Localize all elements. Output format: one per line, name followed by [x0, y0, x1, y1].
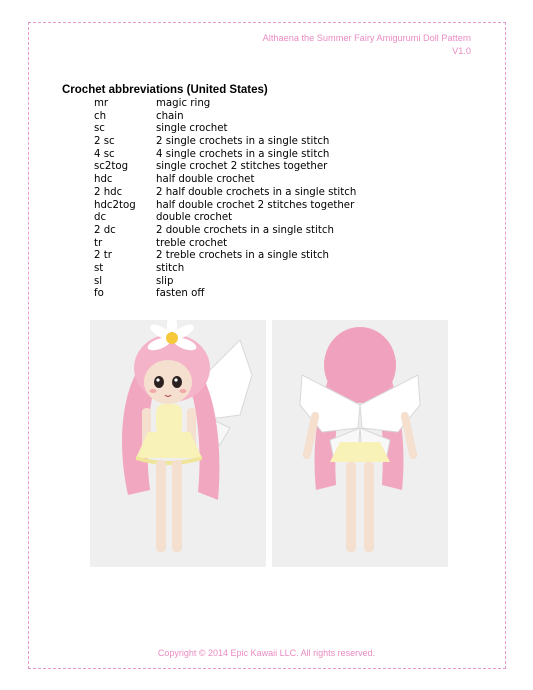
abbreviation-list — [94, 98, 356, 301]
abbreviation-term: ch — [94, 110, 107, 122]
doll-back-illustration — [272, 320, 448, 567]
abbreviation-term: 2 dc — [94, 224, 116, 236]
abbreviation-row — [94, 187, 356, 200]
abbreviation-term: hdc2tog — [94, 199, 136, 211]
doll-front-photo — [90, 320, 266, 567]
abbreviation-definition: chain — [156, 110, 184, 122]
abbreviation-definition: 4 single crochets in a single stitch — [156, 148, 330, 160]
abbreviation-row — [94, 111, 356, 124]
abbreviation-definition: single crochet 2 stitches together — [156, 161, 328, 173]
abbreviation-term: sc2tog — [94, 161, 129, 173]
abbreviation-term: sl — [94, 275, 103, 287]
abbreviation-row — [94, 136, 356, 149]
abbreviation-row — [94, 98, 356, 111]
abbreviation-term: 2 sc — [94, 136, 115, 148]
abbreviation-row — [94, 263, 356, 276]
abbreviation-definition: half double crochet 2 stitches together — [156, 199, 355, 211]
abbreviation-row — [94, 149, 356, 162]
abbreviation-row — [94, 200, 356, 213]
abbreviation-definition: magic ring — [156, 98, 211, 109]
abbreviation-row — [94, 288, 356, 301]
abbreviation-definition: treble crochet — [156, 237, 228, 249]
abbreviation-row — [94, 123, 356, 136]
abbreviation-definition: 2 treble crochets in a single stitch — [156, 250, 330, 262]
abbreviation-term: tr — [94, 237, 103, 249]
abbreviation-row — [94, 212, 356, 225]
document-header — [263, 32, 471, 58]
abbreviation-term: st — [94, 262, 104, 274]
abbreviation-row — [94, 238, 356, 251]
abbreviation-definition: slip — [156, 275, 174, 287]
abbreviation-term: dc — [94, 212, 107, 224]
abbreviation-term: 2 hdc — [94, 186, 123, 198]
abbreviation-definition: 2 half double crochets in a single stitch — [156, 186, 357, 198]
doll-front-illustration — [90, 320, 266, 567]
abbreviation-definition: double crochet — [156, 212, 233, 224]
abbreviation-term: 4 sc — [94, 148, 115, 160]
copyright-footer: Copyright © 2014 Epic Kawaii LLC. All rights reserved. — [157, 648, 376, 658]
abbreviation-term: sc — [94, 123, 105, 135]
abbreviation-row — [94, 276, 356, 289]
abbreviation-term: hdc — [94, 174, 113, 186]
section-title: Crochet abbreviations (United States) — [62, 84, 268, 96]
abbreviation-term: mr — [94, 98, 109, 109]
abbreviation-definition: 2 single crochets in a single stitch — [156, 136, 330, 148]
abbreviation-row — [94, 225, 356, 238]
doll-back-photo — [272, 320, 448, 567]
header-version: V1.0 — [452, 46, 471, 56]
abbreviation-term: 2 tr — [94, 250, 112, 262]
abbreviation-term: fo — [94, 288, 104, 300]
abbreviation-definition: 2 double crochets in a single stitch — [156, 224, 334, 236]
abbreviation-row — [94, 161, 356, 174]
header-title: Althaena the Summer Fairy Amigurumi Doll Pattern — [262, 33, 471, 43]
abbreviation-definition: single crochet — [156, 123, 228, 135]
abbreviation-definition: stitch — [156, 262, 185, 274]
abbreviation-definition: half double crochet — [156, 174, 255, 186]
abbreviation-definition: fasten off — [156, 288, 205, 300]
abbreviation-row — [94, 174, 356, 187]
abbreviation-row — [94, 250, 356, 263]
